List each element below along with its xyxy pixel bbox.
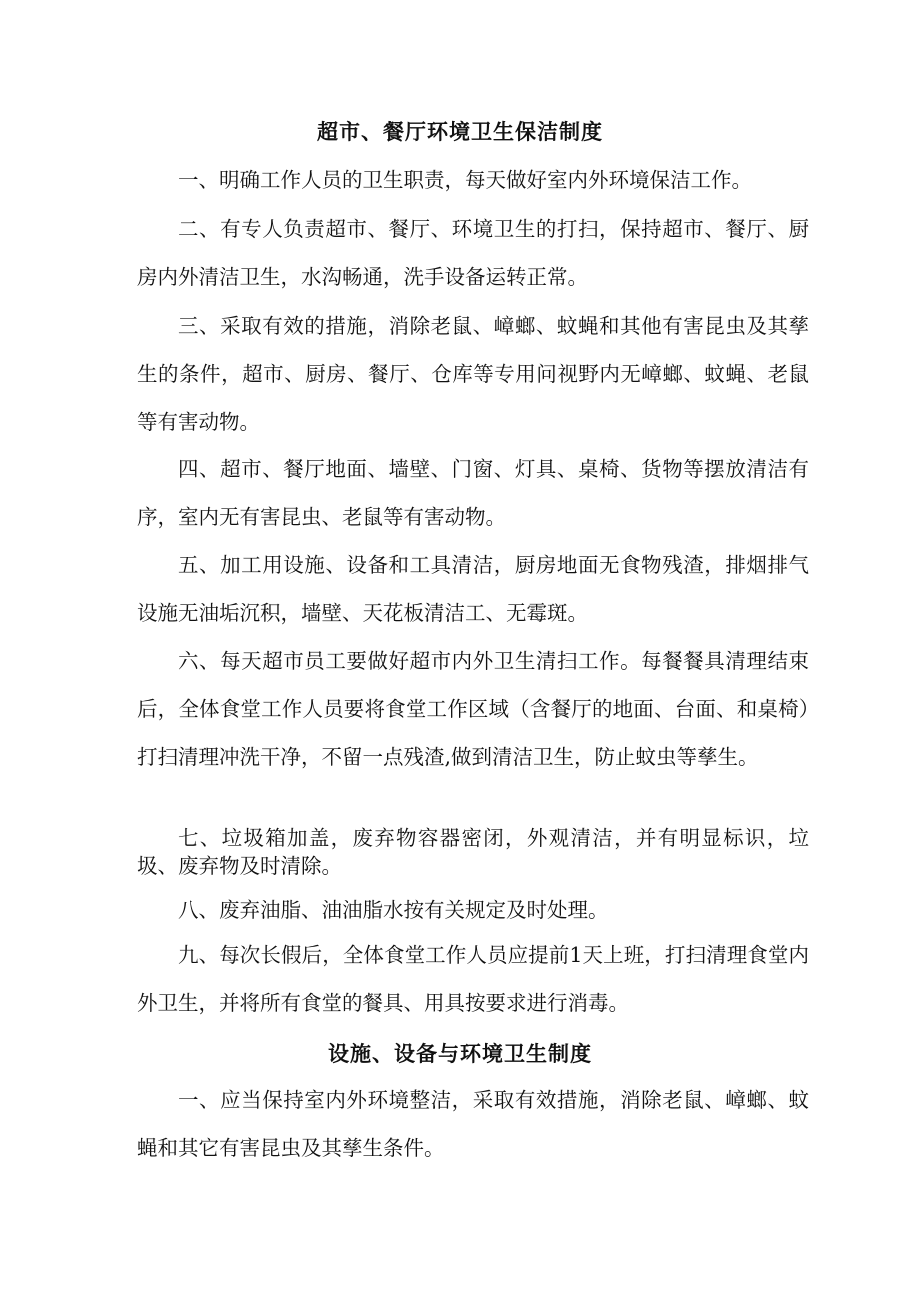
paragraph-10: 一、应当保持室内外环境整洁，采取有效措施，消除老鼠、嶂螂、蚊蝇和其它有害昆虫及其孳生条件。	[137, 1088, 809, 1160]
section-title-supermarket: 超市、餐厅环境卫生保洁制度	[317, 119, 603, 144]
paragraph-5: 五、加工用设施、设备和工具清洁，厨房地面无食物残渣，排烟排气设施无油垢沉积，墙壁、天花板清洁工、无霉斑。	[137, 553, 809, 625]
section-title-facilities: 设施、设备与环境卫生制度	[328, 1041, 592, 1066]
paragraph-7: 七、垃圾箱加盖，废弃物容器密闭，外观清洁，并有明显标识，垃圾、废弃物及时清除。	[137, 826, 809, 878]
paragraph-6: 六、每天超市员工要做好超市内外卫生清扫工作。每餐餐具清理结束后，全体食堂工作人员要将食堂工作区域（含餐厅的地面、台面、和桌椅）打扫清理冲洗干净，不留一点残渣,做到清洁卫生，防止蚊虫等孳生。	[137, 649, 809, 769]
paragraph-2: 二、有专人负责超市、餐厅、环境卫生的打扫，保持超市、餐厅、厨房内外清洁卫生，水沟畅通，洗手设备运转正常。	[137, 217, 809, 289]
paragraph-3: 三、采取有效的措施，消除老鼠、嶂螂、蚊蝇和其他有害昆虫及其孳生的条件，超市、厨房、餐厅、仓库等专用问视野内无嶂螂、蚊蝇、老鼠等有害动物。	[137, 314, 809, 434]
paragraph-8: 八、废弃油脂、油油脂水按有关规定及时处理。	[178, 898, 609, 922]
paragraph-1: 一、明确工作人员的卫生职责，每天做好室内外环境保洁工作。	[178, 168, 752, 192]
paragraph-4: 四、超市、餐厅地面、墙壁、门窗、灯具、桌椅、货物等摆放清洁有序，室内无有害昆虫、老鼠等有害动物。	[137, 457, 809, 529]
paragraph-9: 九、每次长假后，全体食堂工作人员应提前1天上班，打扫清理食堂内外卫生，并将所有食堂的餐具、用具按要求进行消毒。	[137, 943, 809, 1015]
